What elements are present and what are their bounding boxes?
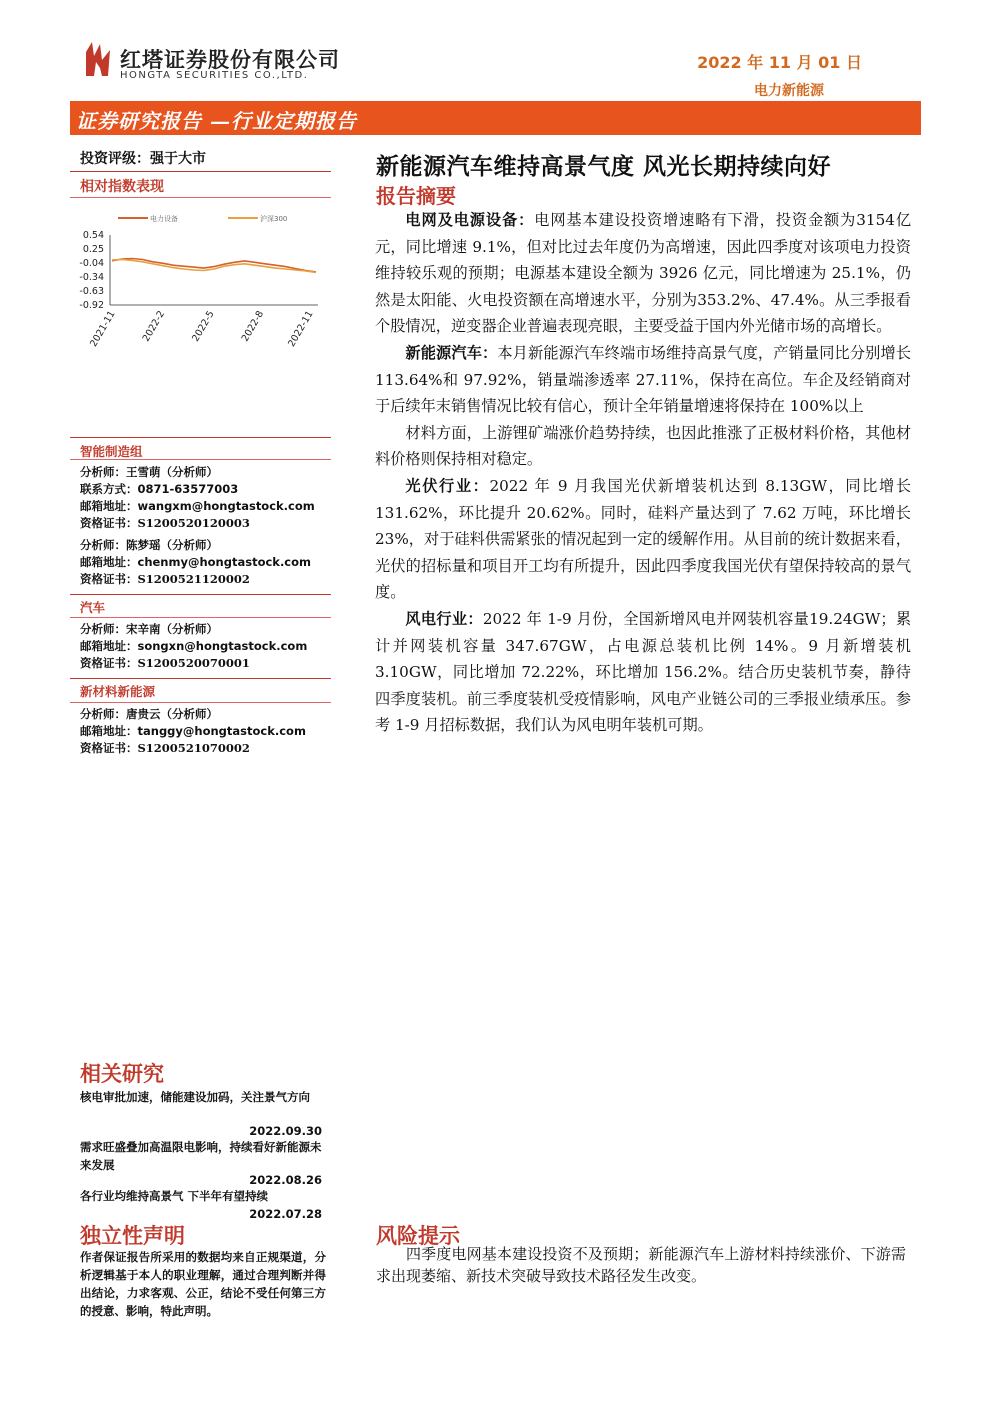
paragraph-lead: 风电行业： xyxy=(405,609,483,628)
paragraph-text: 材料方面，上游锂矿端涨价趋势持续，也因此推涨了正极材料价格，其他材料价格则保持相对稳定。 xyxy=(375,423,911,469)
analyst-name: 分析师：王雪萌（分析师） xyxy=(80,465,218,479)
analyst-card xyxy=(80,706,306,757)
group-title-2: 新材料新能源 xyxy=(80,684,156,699)
company-name-en: HONGTA SECURITIES CO.,LTD. xyxy=(120,70,309,81)
analyst-card xyxy=(80,537,311,588)
x-tick-label: 2022-11 xyxy=(286,309,316,349)
email-label: 邮箱地址： xyxy=(80,499,138,513)
related-item-date: 2022.09.30 xyxy=(249,1124,322,1138)
report-type-text: 证券研究报告 —行业定期报告 xyxy=(76,109,357,133)
summary-paragraph xyxy=(375,420,911,473)
report-title: 新能源汽车维持高景气度 风光长期持续向好 xyxy=(376,153,832,180)
analyst-email[interactable]: tanggy@hongtastock.com xyxy=(137,724,306,738)
divider xyxy=(70,171,331,172)
y-tick-label: -0.63 xyxy=(79,286,104,298)
analyst-email[interactable]: wangxm@hongtastock.com xyxy=(137,499,315,513)
y-tick-label: -0.92 xyxy=(79,300,104,311)
index-performance-title: 相对指数表现 xyxy=(80,179,164,195)
email-label: 邮箱地址： xyxy=(80,724,138,738)
y-tick-label: -0.34 xyxy=(79,272,104,284)
analyst-cert: S1200520070001 xyxy=(137,656,250,670)
risk-title: 风险提示 xyxy=(376,1223,460,1248)
email-label: 邮箱地址： xyxy=(80,555,138,569)
related-item-title[interactable]: 核电审批加速，储能建设加码，关注景气方向 xyxy=(80,1090,310,1104)
email-label: 邮箱地址： xyxy=(80,639,138,653)
y-tick-label: 0.25 xyxy=(82,243,104,255)
divider xyxy=(70,437,331,438)
divider xyxy=(70,678,331,679)
divider xyxy=(70,197,331,198)
paragraph-lead: 新能源汽车： xyxy=(405,343,498,362)
phone-label: 联系方式： xyxy=(80,482,138,496)
paragraph-text: 本月新能源汽车终端市场维持高景气度，产销量同比分别增长 113.64%和 97.92%，销量端渗透率 27.11%，保持在高位。车企及经销商对于后续年末销售情况比较有信心，预计全年销量增速将保持在 100%以上 xyxy=(375,343,912,416)
analyst-email[interactable]: songxn@hongtastock.com xyxy=(137,639,308,653)
independence-title: 独立性声明 xyxy=(80,1223,185,1248)
divider xyxy=(70,459,331,460)
analyst-name: 分析师：陈梦瑶（分析师） xyxy=(80,538,218,552)
sector-label: 电力新能源 xyxy=(754,83,824,99)
paragraph-text: 2022 年 1-9 月份，全国新增风电并网装机容量19.24GW；累计并网装机容量 347.67GW，占电源总装机比例 14%。9 月新增装机 3.10GW，同比增加 72.22%，环比增加 156.2%。结合历史装机节奏，静待四季度装机。前三季度装机受疫情影响，风电产业链公司的三季报业绩承压。参考 1-9 月招标数据，我们认为风电明年装机可期。 xyxy=(375,609,912,735)
independence-text: 作者保证报告所采用的数据均来自正规渠道，分析逻辑基于本人的职业理解，通过合理判断并得出结论，力求客观、公正，结论不受任何第三方的授意、影响，特此声明。 xyxy=(80,1250,326,1318)
y-tick-label: -0.04 xyxy=(79,257,104,269)
x-tick-label: 2022-5 xyxy=(190,309,217,344)
analyst-cert: S1200521120002 xyxy=(137,572,250,586)
related-item-title[interactable]: 各行业均维持高景气 下半年有望持续 xyxy=(80,1189,269,1203)
summary-title: 报告摘要 xyxy=(376,184,456,208)
x-tick-label: 2022-2 xyxy=(140,309,168,344)
related-item-date: 2022.07.28 xyxy=(249,1207,322,1221)
summary-paragraph xyxy=(375,606,911,739)
x-tick-label: 2021-11 xyxy=(88,309,118,349)
analyst-cert: S1200521070002 xyxy=(137,741,250,755)
report-date: 2022 年 11 月 01 日 xyxy=(697,53,862,72)
analyst-card xyxy=(80,464,315,532)
group-title-1: 汽车 xyxy=(80,600,106,615)
company-logo-icon xyxy=(80,38,116,78)
x-tick-label: 2022-8 xyxy=(239,309,267,344)
summary-body xyxy=(375,207,911,739)
analyst-cert: S1200520120003 xyxy=(137,516,250,530)
y-tick-label: 0.54 xyxy=(82,230,104,241)
related-item-date: 2022.08.26 xyxy=(249,1173,322,1187)
paragraph-lead: 电网及电源设备： xyxy=(405,211,535,229)
analyst-name: 分析师：宋辛南（分析师） xyxy=(80,622,218,636)
summary-paragraph xyxy=(375,207,911,340)
analyst-name: 分析师：唐贵云（分析师） xyxy=(80,707,218,721)
related-research-title: 相关研究 xyxy=(80,1061,164,1086)
analyst-card xyxy=(80,621,307,672)
legend-label-1: 沪深300 xyxy=(260,215,288,223)
summary-paragraph xyxy=(375,340,911,420)
cert-label: 资格证书： xyxy=(80,656,138,670)
paragraph-lead: 光伏行业： xyxy=(405,476,490,495)
paragraph-text: 2022 年 9 月我国光伏新增装机达到 8.13GW，同比增长 131.62%，环比提升 20.62%。同时，硅料产量达到了 7.62 万吨，环比增长 23%，对于硅料供需紧张的情况起到一定的缓解作用。从目前的统计数据来看，光伏的招标量和项目开工均有所提升，因此四季度我国光伏有望保持较高的景气度。 xyxy=(375,476,912,602)
cert-label: 资格证书： xyxy=(80,572,138,586)
risk-text: 四季度电网基本建设投资不及预期；新能源汽车上游材料持续涨价、下游需求出现萎缩、新技术突破导致技术路径发生改变。 xyxy=(376,1245,906,1285)
investment-rating: 投资评级：强于大市 xyxy=(80,151,206,167)
relative-index-chart xyxy=(70,205,335,365)
analyst-email[interactable]: chenmy@hongtastock.com xyxy=(137,555,312,569)
cert-label: 资格证书： xyxy=(80,516,138,530)
related-item-title[interactable]: 需求旺盛叠加高温限电影响，持续看好新能源未来发展 xyxy=(80,1140,322,1172)
divider xyxy=(70,702,331,703)
cert-label: 资格证书： xyxy=(80,741,138,755)
analyst-phone: 0871-63577003 xyxy=(137,482,239,496)
legend-label-0: 电力设备 xyxy=(150,215,178,223)
summary-paragraph xyxy=(375,473,911,606)
company-name-cn: 红塔证券股份有限公司 xyxy=(120,48,340,72)
paragraph-text: 电网基本建设投资增速略有下滑，投资金额为3154亿元，同比增速 9.1%，但对比过去年度仍为高增速，因此四季度对该项电力投资维持较乐观的预期；电源基本建设全额为 3926 亿元，同比增速为 25.1%，仍然是太阳能、火电投资额在高增速水平，分别为353.2%、47.4%。从三季报看个股情况，逆变器企业普遍表现亮眼，主要受益于国内外光储市场的高增长。 xyxy=(375,211,912,336)
divider xyxy=(70,617,331,618)
group-title-0: 智能制造组 xyxy=(80,444,143,459)
divider xyxy=(70,594,331,595)
series-line-0 xyxy=(112,259,316,272)
